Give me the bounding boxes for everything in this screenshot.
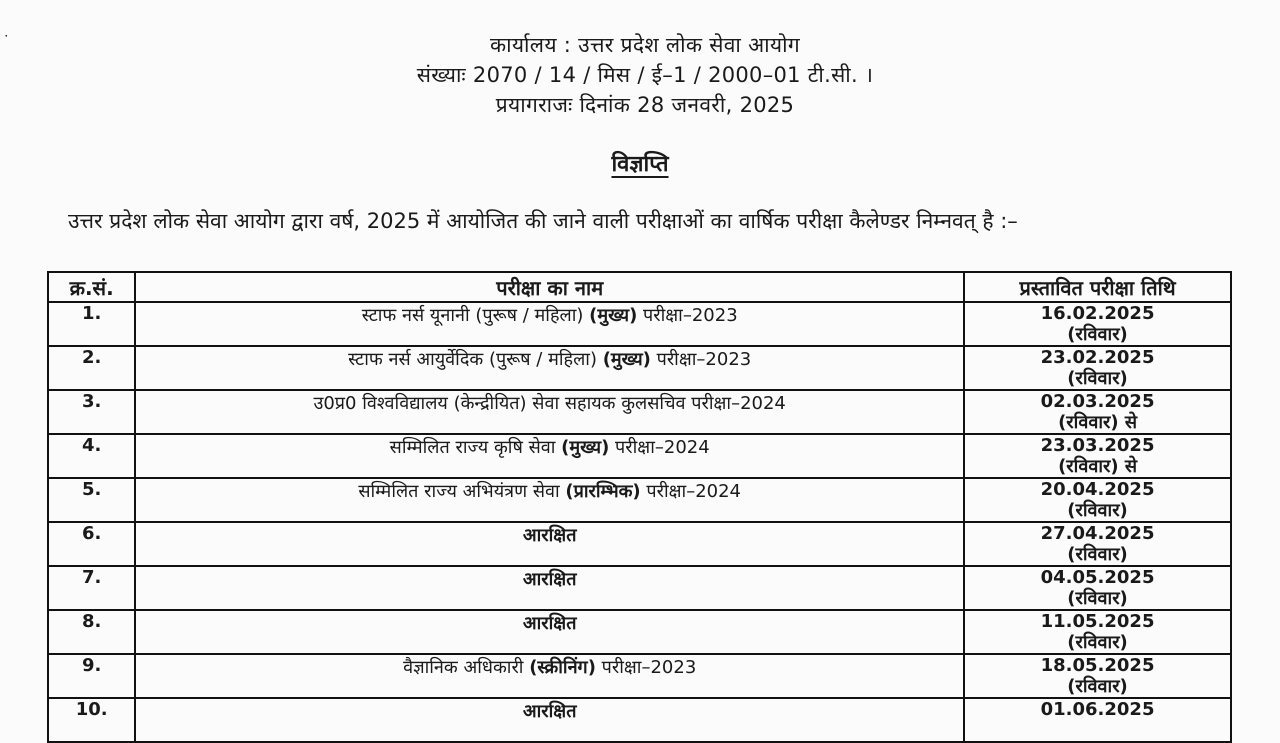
exam-name — [135, 390, 964, 434]
notice-title — [0, 148, 1280, 178]
exam-name-suffix: परीक्षा–2023 — [650, 349, 752, 370]
exam-stage: (प्रारम्भिक) — [565, 481, 641, 502]
exam-date — [964, 654, 1231, 698]
exam-stage: आरक्षित — [522, 525, 577, 546]
table-row — [48, 302, 1231, 346]
table-row — [48, 434, 1231, 478]
exam-name-text: उ0प्र0 विश्वविद्यालय (केन्द्रीयित) सेवा सहायक कुलसचिव परीक्षा–2024 — [313, 393, 786, 414]
header-exam-date: प्रस्तावित परीक्षा तिथि — [964, 272, 1231, 302]
exam-date-value: 20.04.2025 — [1040, 479, 1155, 500]
table-row — [48, 346, 1231, 390]
serial-number: 9. — [48, 654, 135, 698]
exam-name — [135, 434, 964, 478]
exam-name — [135, 654, 964, 698]
header-exam-name: परीक्षा का नाम — [135, 272, 964, 302]
exam-date-value: 18.05.2025 — [1040, 655, 1155, 676]
exam-date — [964, 522, 1231, 566]
exam-date — [964, 390, 1231, 434]
serial-number: 8. — [48, 610, 135, 654]
exam-name-suffix: परीक्षा–2024 — [609, 437, 710, 458]
exam-date — [964, 434, 1231, 478]
exam-stage: आरक्षित — [522, 569, 577, 590]
exam-stage: आरक्षित — [522, 701, 577, 722]
exam-name — [135, 302, 964, 346]
table-row — [48, 566, 1231, 610]
exam-name — [135, 566, 964, 610]
intro-paragraph: उत्तर प्रदेश लोक सेवा आयोग द्वारा वर्ष, 2025 में आयोजित की जाने वाली परीक्षाओं का वार्षिक परीक्षा कैलेण्डर निम्नवत् है :– — [68, 209, 1018, 233]
header-serial: क्र.सं. — [48, 272, 135, 302]
table-row — [48, 698, 1231, 742]
serial-number: 1. — [48, 302, 135, 346]
table-row — [48, 390, 1231, 434]
table-row — [48, 610, 1231, 654]
exam-date-value: 04.05.2025 — [1040, 567, 1155, 588]
exam-date — [964, 566, 1231, 610]
exam-date — [964, 346, 1231, 390]
exam-date-value: 23.03.2025 — [1040, 435, 1155, 456]
exam-name-text: स्टाफ नर्स आयुर्वेदिक (पुरूष / महिला) — [348, 349, 603, 370]
exam-name-text: सम्मिलित राज्य कृषि सेवा — [389, 437, 562, 458]
exam-stage: (मुख्य) — [561, 437, 610, 458]
exam-day: (रविवार) — [1067, 632, 1128, 653]
exam-name-suffix: परीक्षा–2024 — [640, 481, 742, 502]
exam-stage: (स्क्रीनिंग) — [529, 657, 596, 678]
table-row — [48, 522, 1231, 566]
exam-stage: (मुख्य) — [602, 349, 651, 370]
exam-date — [964, 698, 1231, 742]
serial-number: 6. — [48, 522, 135, 566]
exam-day: (रविवार) — [1067, 500, 1128, 521]
place-date: प्रयागराजः दिनांक 28 जनवरी, 2025 — [495, 93, 795, 117]
office-name: कार्यालय : उत्तर प्रदेश लोक सेवा आयोग — [490, 33, 800, 57]
exam-date-value: 16.02.2025 — [1040, 303, 1155, 324]
table-header-row — [48, 272, 1231, 302]
exam-name-text: स्टाफ नर्स यूनानी (पुरूष / महिला) — [361, 305, 590, 326]
exam-name — [135, 346, 964, 390]
exam-stage: आरक्षित — [522, 613, 577, 634]
exam-date-value: 02.03.2025 — [1040, 391, 1155, 412]
exam-stage: (मुख्य) — [589, 305, 638, 326]
serial-number: 2. — [48, 346, 135, 390]
exam-name — [135, 698, 964, 742]
exam-day: (रविवार) — [1067, 324, 1128, 345]
exam-day: (रविवार) — [1067, 544, 1128, 565]
exam-calendar-table — [47, 271, 1232, 743]
serial-number: 3. — [48, 390, 135, 434]
exam-day: (रविवार) — [1067, 368, 1128, 389]
serial-number: 10. — [48, 698, 135, 742]
exam-date-value: 01.06.2025 — [1040, 699, 1155, 720]
exam-name — [135, 522, 964, 566]
exam-date-value: 27.04.2025 — [1040, 523, 1155, 544]
exam-day: (रविवार) से — [1058, 456, 1138, 477]
reference-number: संख्याः 2070 / 14 / मिस / ई–1 / 2000–01 टी.सी. । — [416, 63, 874, 87]
notice-title-text: विज्ञप्ति — [611, 152, 669, 177]
exam-name-text: सम्मिलित राज्य अभियंत्रण सेवा — [358, 481, 566, 502]
exam-day: (रविवार) — [1067, 588, 1128, 609]
exam-name-suffix: परीक्षा–2023 — [595, 657, 697, 678]
exam-date-value: 11.05.2025 — [1040, 611, 1155, 632]
document-header — [0, 30, 1280, 120]
serial-number: 7. — [48, 566, 135, 610]
exam-day: (रविवार) से — [1058, 412, 1138, 433]
exam-date-value: 23.02.2025 — [1040, 347, 1155, 368]
corner-mark: ॱ — [4, 32, 9, 48]
table-row — [48, 654, 1231, 698]
exam-day: (रविवार) — [1067, 676, 1128, 697]
exam-date — [964, 302, 1231, 346]
exam-name-suffix: परीक्षा–2023 — [637, 305, 738, 326]
exam-date — [964, 610, 1231, 654]
exam-date — [964, 478, 1231, 522]
serial-number: 4. — [48, 434, 135, 478]
exam-name — [135, 610, 964, 654]
table-row — [48, 478, 1231, 522]
serial-number: 5. — [48, 478, 135, 522]
exam-name-text: वैज्ञानिक अधिकारी — [403, 657, 530, 678]
exam-name — [135, 478, 964, 522]
